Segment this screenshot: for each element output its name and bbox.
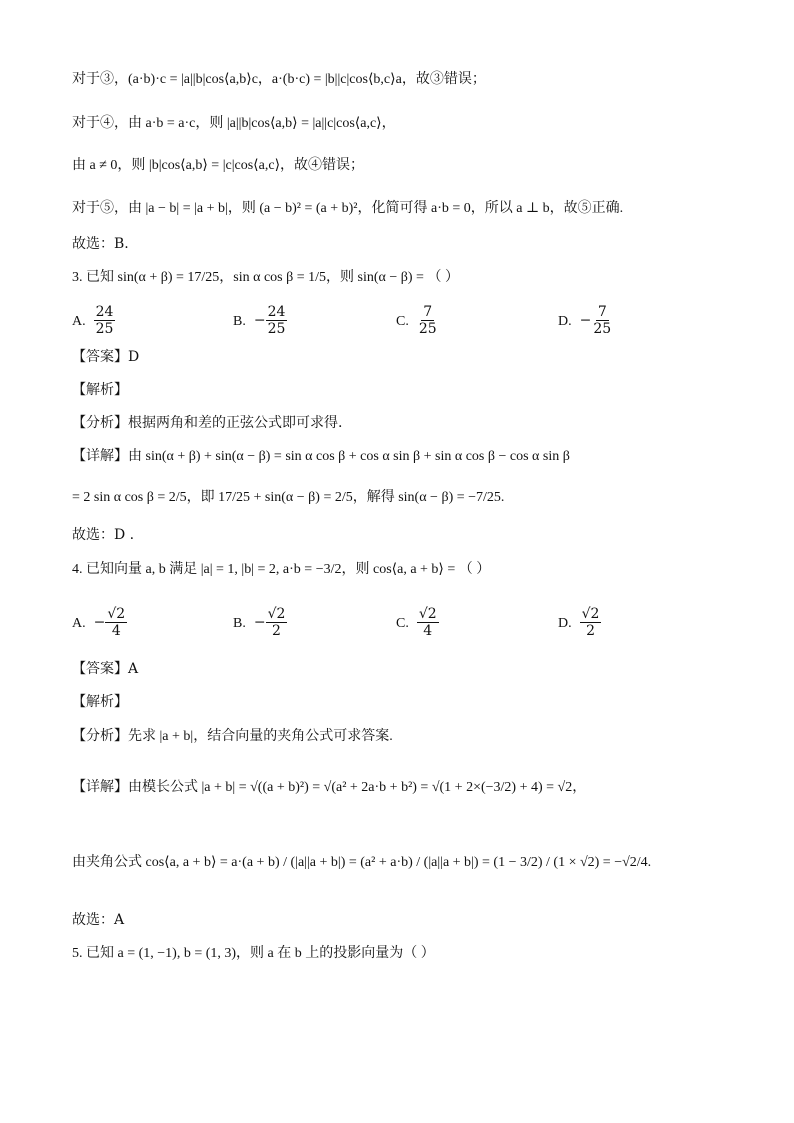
question-5: 5. 已知 a = (1, −1), b = (1, 3)，则 a 在 b 上的投影向量为（ ）	[72, 946, 435, 961]
q4-jiexi: 【解析】	[72, 694, 128, 710]
question-4: 4. 已知向量 a, b 满足 |a| = 1, |b| = 2, a·b = −3/2，则 cos⟨a, a + b⟩ = （ ）	[72, 562, 491, 577]
q4-option-a: A. − $\frac{√2}{4}$	[72, 606, 126, 639]
q3-xiangjie-1: 【详解】由 sin(α + β) + sin(α − β) = sin α cos β + cos α sin β + sin α cos β − cos α sin β	[72, 449, 570, 464]
q3-jiexi: 【解析】	[72, 382, 128, 398]
q4-xiangjie-2: 由夹角公式 cos⟨a, a + b⟩ = a·(a + b) / (|a||a + b|) = (a² + a·b) / (|a||a + b|) = (1 − 3/2) / (1 × √2) = −√2/4.	[72, 855, 652, 870]
text-line: 由 a ≠ 0，则 |b|cos⟨a,b⟩ = |c|cos⟨a,c⟩，故④错误；	[72, 158, 365, 173]
q4-option-b: B. − $\frac{√2}{2}$	[233, 606, 286, 639]
text-line: 故选：B.	[72, 236, 129, 252]
q3-answer: 【答案】D	[72, 349, 140, 365]
text-line: 对于④，由 a·b = a·c，则 |a||b|cos⟨a,b⟩ = |a||c|cos⟨a,c⟩，	[72, 116, 396, 131]
question-3: 3. 已知 sin(α + β) = 17/25，sin α cos β = 1/5，则 sin(α − β) = （ ）	[72, 270, 459, 285]
q3-option-a: A. $\frac{24}{25}$	[72, 304, 114, 337]
q3-option-d: D. − $\frac{7}{25}$	[558, 304, 612, 337]
q4-xiangjie-1: 【详解】由模长公式 |a + b| = √((a + b)²) = √(a² + 2a·b + b²) = √(1 + 2×(−3/2) + 4) = √2，	[72, 780, 587, 795]
q3-xiangjie-2: = 2 sin α cos β = 2/5，即 17/25 + sin(α − β) = 2/5，解得 sin(α − β) = −7/25.	[72, 490, 505, 505]
q3-option-c: C. $\frac{7}{25}$	[396, 304, 437, 337]
q4-option-c: C. $\frac{√2}{4}$	[396, 606, 437, 639]
q3-xuan: 故选：D .	[72, 527, 135, 543]
q4-fenxi: 【分析】先求 |a + b|，结合向量的夹角公式可求答案.	[72, 729, 393, 744]
q4-answer: 【答案】A	[72, 661, 139, 677]
text-line: 对于③，(a·b)·c = |a||b|cos⟨a,b⟩c，a·(b·c) = |b||c|cos⟨b,c⟩a，故③错误；	[72, 72, 486, 87]
q4-xuan: 故选：A	[72, 912, 125, 928]
q3-fenxi: 【分析】根据两角和差的正弦公式即可求得.	[72, 415, 343, 431]
q3-option-b: B. − $\frac{24}{25}$	[233, 304, 286, 337]
q4-option-d: D. $\frac{√2}{2}$	[558, 606, 600, 639]
text-line: 对于⑤，由 |a − b| = |a + b|，则 (a − b)² = (a + b)²，化简可得 a·b = 0，所以 a ⊥ b，故⑤正确.	[72, 201, 624, 216]
